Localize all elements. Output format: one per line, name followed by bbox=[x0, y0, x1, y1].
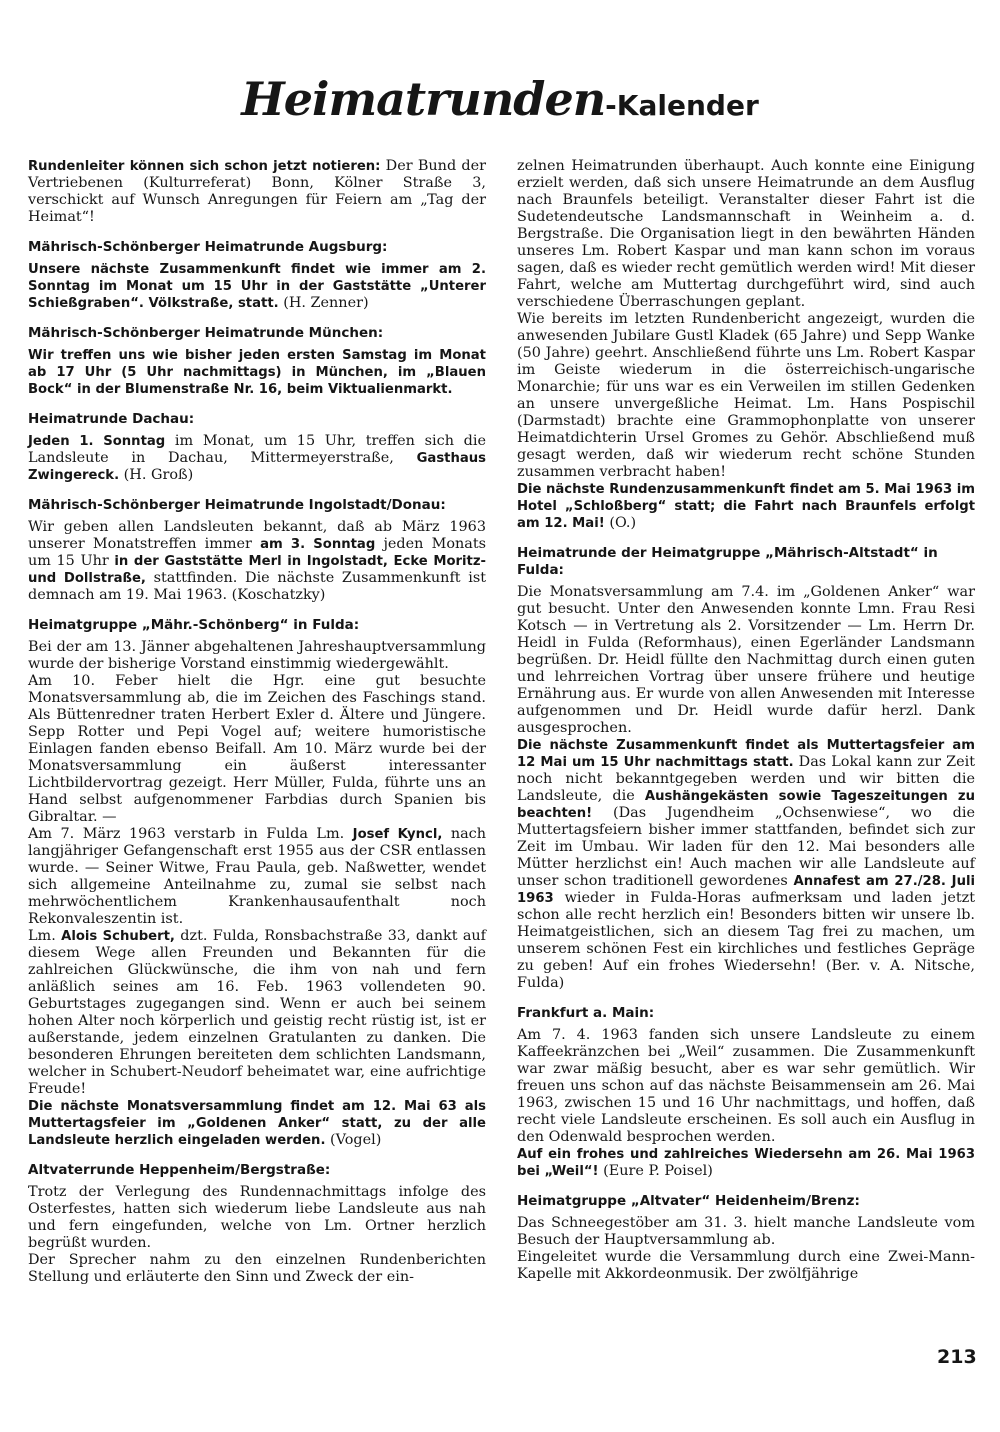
intro-text: Der Bund der Vertriebenen (Kulturreferat) Bonn, Kölner Straße 3, verschickt auf Wunsch Anregungen für Feiern am „Tag der Heimat“! bbox=[28, 158, 486, 225]
altstadt-p2-bold: Die nächste Zusammenkunft findet als Muttertagsfeier am 12 Mai um 15 Uhr nachmittags statt. bbox=[517, 738, 975, 770]
fulda-paragraph-4 bbox=[28, 928, 486, 1098]
dachau-paragraph bbox=[28, 433, 486, 484]
left-column bbox=[28, 158, 486, 1286]
heidenheim-paragraph-2: Eingeleitet wurde die Versammlung durch eine Zwei-Mann-Kapelle mit Akkordeonmusik. Der zwölfjährige bbox=[517, 1249, 975, 1282]
cont-p3-sign: (O.) bbox=[604, 515, 637, 531]
heppenheim-continuation-1: zelnen Heimatrunden überhaupt. Auch konnte eine Einigung erzielt werden, daß sich unsere Heimatrunde an dem Ausflug nach Braunfels beteiligt. Veranstalter dieser Fahrt ist die Sudetendeutsche Landsmannschaft in Weinheim a. d. Bergstraße. Die Organisation liegt in den bewährten Händen unseres Lm. Robert Kaspar und man kann schon im voraus sagen, daß es wieder recht gemütlich werden wird! Mit dieser Fahrt, welche am Muttertag durchgeführt wird, sind auch verschiedene Überraschungen geplant. bbox=[517, 158, 975, 310]
fulda-p4c: dzt. Fulda, Ronsbachstraße 33, dankt auf diesem Wege allen Freunden und Bekannten für die zahlreichen Glückwünsche, die ihm von nah und fern anläßlich seines am 16. Feb. 1963 vollendeten 90. Geburtstages zugegangen sind. Wenn er auch bei seinem hohen Alter noch körperlich und geistig recht rüstig ist, ist er außerstande, jedem einzelnen Gratulanten zu danken. Die besonderen Ehrungen bereiteten dem schlichten Landsmann, welcher in Schubert-Neudorf beheimatet war, eine aufrichtige Freude! bbox=[28, 928, 486, 1097]
fulda-p3c: nach langjähriger Gefangenschaft erst 1955 aus der CSR entlassen wurde. — Seiner Witwe, Frau Paula, geb. Naßwetter, wendet sich allgemeine Anteilnahme zu, zumal sie selbst nach mehrwöchentlichem Krankenhausaufenthalt noch Rekonvaleszentin ist. bbox=[28, 826, 487, 927]
page-title bbox=[0, 72, 1000, 126]
fulda-p4a: Lm. bbox=[28, 928, 62, 944]
heidenheim-heading: Heimatgruppe „Altvater“ Heidenheim/Brenz: bbox=[517, 1193, 860, 1209]
right-column bbox=[517, 158, 975, 1283]
title-plain: -Kalender bbox=[605, 89, 759, 122]
heppenheim-heading: Altvaterrunde Heppenheim/Bergstraße: bbox=[28, 1162, 331, 1178]
ingolstadt-text2: jeden Monats um 15 Uhr bbox=[28, 536, 486, 569]
ingolstadt-bold1: am 3. Sonntag bbox=[260, 537, 376, 552]
altstadt-p2-text1: Das Lokal kann zur Zeit noch nicht bekanntgegeben werden und wir bitten die Landsleute, die bbox=[517, 754, 975, 804]
frankfurt-p2-bold: Auf ein frohes und zahlreiches Wiedersehn am 26. Mai 1963 bei „Weil“! bbox=[517, 1147, 975, 1179]
dachau-text: im Monat, um 15 Uhr, treffen sich die Landsleute in Dachau, Mittermeyerstraße, bbox=[28, 433, 486, 466]
frankfurt-paragraph-1: Am 7. 4. 1963 fanden sich unsere Landsleute zu einem Kaffeekränzchen bei „Weil“ zusammen. Die Zusammenkunft war zwar mäßig besucht, aber es war sehr gemütlich. Wir freuen uns schon auf das nächste Beisammensein am 26. Mai 1963, zwischen 15 und 16 Uhr nachmittags, und hoffen, daß recht viele Landsleute erscheinen. Es soll auch ein Ausflug in den Odenwald besprochen werden. bbox=[517, 1027, 975, 1145]
fulda-p3a: Am 7. März 1963 verstarb in Fulda Lm. bbox=[28, 826, 353, 842]
heppenheim-paragraph-2: Der Sprecher nahm zu den einzelnen Rundenberichten Stellung und erläuterte den Sinn und Zweck der ein- bbox=[28, 1252, 486, 1285]
augsburg-heading: Mährisch-Schönberger Heimatrunde Augsburg: bbox=[28, 239, 388, 255]
fulda-paragraph-5 bbox=[28, 1098, 486, 1149]
frankfurt-p2-sign: (Eure P. Poisel) bbox=[598, 1163, 713, 1179]
fulda-p4b: Alois Schubert, bbox=[61, 929, 175, 944]
cont-p3-bold: Die nächste Rundenzusammenkunft findet am 5. Mai 1963 im Hotel „Schloßberg“ statt; die Fahrt nach Braunfels erfolgt am 12. Mai! bbox=[517, 482, 975, 531]
ingolstadt-bold2: in der Gaststätte Merl in Ingolstadt, Ecke Moritz- und Dollstraße, bbox=[28, 554, 486, 586]
dachau-heading: Heimatrunde Dachau: bbox=[28, 411, 195, 427]
fulda-paragraph-3 bbox=[28, 826, 486, 928]
altstadt-heading: Heimatrunde der Heimatgruppe „Mährisch-Altstadt“ in Fulda: bbox=[517, 545, 938, 578]
muenchen-heading: Mährisch-Schönberger Heimatrunde München: bbox=[28, 325, 384, 341]
heppenheim-paragraph-1: Trotz der Verlegung des Rundennachmittags infolge des Osterfestes, hatten sich wiederum liebe Landsleute aus nah und fern eingefunden, welche von Lm. Ortner herzlich begrüßt wurden. bbox=[28, 1184, 486, 1251]
fulda-paragraph-2: Am 10. Feber hielt die Hgr. eine gut besuchte Monatsversammlung ab, die im Zeichen des Faschings stand. Als Büttenredner traten Herbert Exler d. Ältere und Jüngere. Sepp Rotter und Pepi Vogel auf; weitere humoristische Einlagen fanden ebenso Beifall. Am 10. März wurde bei der Monatsversammlung ein äußerst interessanter Lichtbildervortrag gezeigt. Herr Müller, Fulda, führte uns an Hand selbst aufgenommener Farbdias durch Spanien bis Gibraltar. — bbox=[28, 673, 486, 825]
altstadt-paragraph-2 bbox=[517, 737, 975, 992]
page-number: 213 bbox=[937, 1346, 977, 1368]
ingolstadt-text1: Wir geben allen Landsleuten bekannt, daß ab März 1963 unserer Monatstreffen immer bbox=[28, 519, 486, 552]
fulda-heading: Heimatgruppe „Mähr.-Schönberg“ in Fulda: bbox=[28, 617, 360, 633]
intro-paragraph bbox=[28, 158, 486, 226]
fulda-p5-bold: Die nächste Monatsversammlung findet am 12. Mai 63 als Muttertagsfeier im „Goldenen Anker“ statt, zu der alle Landsleute herzlich eingeladen werden. bbox=[28, 1099, 486, 1148]
dachau-bold2: Gasthaus Zwingereck. bbox=[28, 451, 486, 483]
altstadt-p2-bold3: Annafest am 27./28. Juli 1963 bbox=[517, 874, 975, 906]
fulda-paragraph-1: Bei der am 13. Jänner abgehaltenen Jahreshauptversammlung wurde der bisherige Vorstand einstimmig wiedergewählt. bbox=[28, 639, 486, 672]
dachau-sign: (H. Groß) bbox=[119, 467, 194, 483]
ingolstadt-paragraph bbox=[28, 519, 486, 604]
altstadt-p2-bold2: Aushängekästen sowie Tageszeitungen zu beachten! bbox=[517, 789, 975, 821]
augsburg-sign: (H. Zenner) bbox=[278, 295, 369, 311]
ingolstadt-heading: Mährisch-Schönberger Heimatrunde Ingolstadt/Donau: bbox=[28, 497, 446, 513]
augsburg-paragraph bbox=[28, 261, 486, 312]
heppenheim-continuation-3 bbox=[517, 481, 975, 532]
title-script: Heimatrunden bbox=[241, 72, 606, 126]
altstadt-paragraph-1: Die Monatsversammlung am 7.4. im „Goldenen Anker“ war gut besucht. Unter den Anwesenden konnte Lmn. Frau Resi Kotsch — in Vertretung als 2. Vorsitzender — Lm. Herrn Dr. Heidl in Fulda (Reformhaus), einen Egerländer Landsmann begrüßen. Dr. Heidl füllte den Nachmittag durch einen guten und lehrreichen Vortrag über unsere frühere und heutige Ernährung aus. Er wurde von allen Anwesenden mit Interesse aufgenommen und Dr. Heidl wurde dafür herzl. Dank ausgesprochen. bbox=[517, 584, 975, 736]
intro-bold: Rundenleiter können sich schon jetzt notieren: bbox=[28, 159, 381, 174]
frankfurt-paragraph-2 bbox=[517, 1146, 975, 1180]
ingolstadt-text3: stattfinden. Die nächste Zusammenkunft ist demnach am 19. Mai 1963. (Koschatzky) bbox=[28, 570, 486, 603]
frankfurt-heading: Frankfurt a. Main: bbox=[517, 1005, 655, 1021]
fulda-p3b: Josef Kyncl, bbox=[352, 827, 443, 842]
heidenheim-paragraph-1: Das Schneegestöber am 31. 3. hielt manche Landsleute vom Besuch der Hauptversammlung ab. bbox=[517, 1215, 975, 1248]
altstadt-p2-text3: wieder in Fulda-Horas aufmerksam und laden jetzt schon alle recht herzlich ein! Besonders bitten wir unsere lb. Heimatgeistlichen, sich an diesem Tag frei zu machen, um unserem schönen Fest ein kirchliches und festliches Gepräge zu geben! Auf ein frohes Wiedersehn! (Ber. v. A. Nitsche, Fulda) bbox=[517, 890, 975, 991]
heppenheim-continuation-2: Wie bereits im letzten Rundenbericht angezeigt, wurden die anwesenden Jubilare Gustl Kladek (65 Jahre) und Sepp Wanke (50 Jahre) geehrt. Anschließend führte uns Lm. Robert Kaspar im Geiste wiederum in die österreichisch-ungarische Monarchie; für uns war es ein Verweilen im stillen Gedenken an unsere unvergeßliche Heimat. Lm. Hans Pospischil (Darmstadt) brachte eine Grammophonplatte von unserer Heimatdichterin Ursel Gromes zu Gehör. Abschließend muß gesagt werden, daß wir wiederum recht schöne Stunden zusammen verbracht haben! bbox=[517, 311, 975, 480]
fulda-p5-sign: (Vogel) bbox=[325, 1132, 382, 1148]
augsburg-bold: Unsere nächste Zusammenkunft findet wie immer am 2. Sonntag im Monat um 15 Uhr in der Gaststätte „Unterer Schießgraben“. Völkstraße, statt. bbox=[28, 262, 486, 311]
muenchen-paragraph: Wir treffen uns wie bisher jeden ersten Samstag im Monat ab 17 Uhr (5 Uhr nachmittags) in München, im „Blauen Bock“ in der Blumenstraße Nr. 16, beim Viktualienmarkt. bbox=[28, 348, 486, 397]
altstadt-p2-text2: (Das Jugendheim „Ochsenwiese“, wo die Muttertagsfeiern bisher immer stattfanden, befindet sich zur Zeit im Umbau. Wir laden für den 12. Mai besonders alle Mütter herzlichst ein! Auch machen wir alle Landsleute auf unser schon traditionell gewordenes bbox=[517, 805, 975, 889]
dachau-bold1: Jeden 1. Sonntag bbox=[28, 434, 166, 449]
